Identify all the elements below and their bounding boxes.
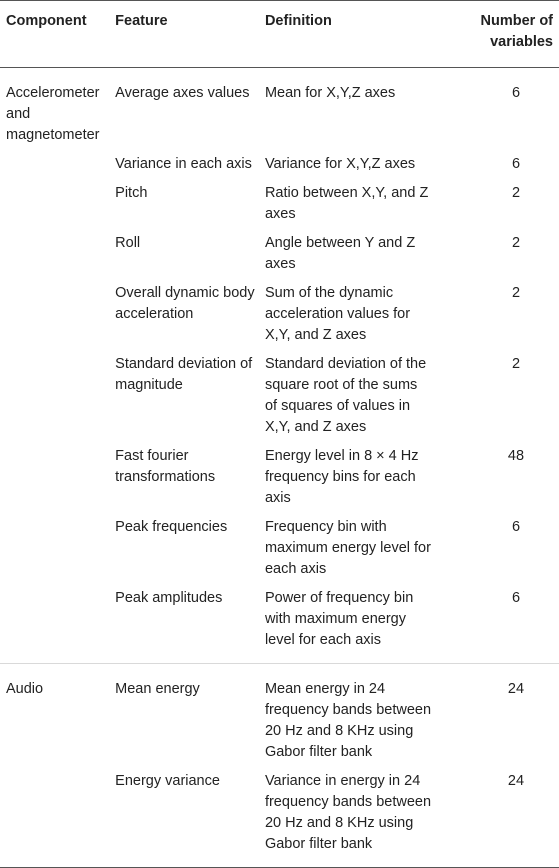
cell-component [0, 150, 115, 179]
cell-definition: Energy level in 8 × 4 Hz frequency bins for each axis [264, 448, 419, 506]
cell-definition: Mean for X,Y,Z axes [264, 85, 396, 101]
cell-variables: 6 [511, 590, 521, 606]
cell-variables: 6 [511, 85, 521, 101]
cell-variables: 2 [511, 356, 521, 372]
cell-definition: Mean energy in 24 frequency bands between 20 Hz and 8 KHz using Gabor filter bank [265, 664, 433, 768]
cell-variables: 48 [507, 448, 525, 464]
cell-feature: Fast fourier transformations [115, 448, 216, 485]
table-header [0, 1, 559, 68]
cell-variables: 24 [433, 767, 559, 868]
cell-component [0, 179, 115, 229]
cell-definition: Sum of the dynamic acceleration values for X,Y, and Z axes [264, 285, 411, 343]
cell-definition: Variance for X,Y,Z axes [264, 156, 416, 172]
table-row [0, 664, 559, 768]
cell-component: Accelerometer and magnetometer [6, 85, 100, 143]
table-row [0, 442, 559, 513]
table-row [0, 279, 559, 350]
cell-variables: 2 [511, 235, 521, 251]
table-row [0, 584, 559, 664]
cell-variables: 6 [511, 519, 521, 535]
header-definition: Definition [265, 1, 433, 68]
cell-feature: Energy variance [115, 767, 265, 868]
cell-component: Audio [0, 664, 115, 768]
header-feature: Feature [115, 1, 265, 68]
cell-definition: Standard deviation of the square root of the sums of squares of values in X,Y, and Z axes [264, 356, 427, 435]
cell-feature: Average axes values [115, 85, 250, 101]
cell-feature: Peak amplitudes [115, 590, 223, 606]
cell-feature: Peak frequencies [115, 519, 228, 535]
cell-feature: Pitch [115, 185, 148, 201]
table-body [0, 68, 559, 868]
cell-component [0, 767, 115, 868]
cell-feature: Mean energy [115, 664, 265, 768]
cell-definition: Ratio between X,Y, and Z axes [264, 185, 429, 222]
cell-component [0, 229, 115, 279]
cell-definition: Frequency bin with maximum energy level for each axis [264, 519, 431, 577]
cell-definition: Angle between Y and Z axes [264, 235, 416, 272]
cell-variables: 2 [511, 185, 521, 201]
table-row [0, 350, 559, 442]
cell-component [0, 442, 115, 513]
table-row [0, 179, 559, 229]
cell-definition: Power of frequency bin with maximum energy level for each axis [264, 590, 414, 648]
cell-component [0, 513, 115, 584]
table-row [0, 229, 559, 279]
cell-feature: Variance in each axis [115, 156, 252, 172]
cell-variables: 6 [511, 156, 521, 172]
table-row [0, 150, 559, 179]
table-row [0, 68, 559, 151]
cell-component [0, 350, 115, 442]
table-row [0, 767, 559, 868]
cell-variables: 24 [433, 664, 559, 768]
cell-component [0, 584, 115, 664]
cell-component [0, 279, 115, 350]
header-component: Component [0, 1, 115, 68]
cell-feature: Roll [115, 235, 141, 251]
cell-variables: 2 [511, 285, 521, 301]
cell-feature: Standard deviation of magnitude [115, 356, 253, 393]
header-row [0, 1, 559, 68]
cell-feature: Overall dynamic body acceleration [115, 285, 255, 322]
table-row [0, 513, 559, 584]
cell-definition: Variance in energy in 24 frequency bands between 20 Hz and 8 KHz using Gabor filter bank [265, 767, 433, 868]
header-number-of-variables: Number of variables [433, 1, 559, 68]
